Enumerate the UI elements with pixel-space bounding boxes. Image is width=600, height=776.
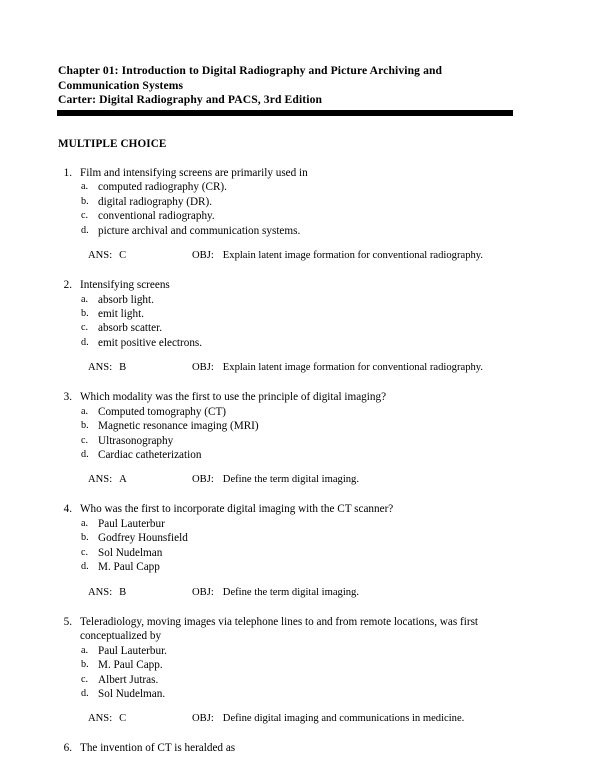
option-letter: b. — [81, 195, 89, 207]
answer-objective-row — [88, 586, 510, 600]
option-letter: b. — [81, 420, 89, 432]
question-block — [58, 390, 510, 487]
option-row[interactable] — [80, 448, 510, 462]
header-divider-rule — [57, 110, 513, 116]
option-row[interactable] — [80, 180, 510, 194]
options-list — [80, 644, 510, 702]
answer-objective-row — [88, 473, 510, 487]
question-number: 1. — [63, 166, 72, 179]
objective-text: Explain latent image formation for conventional radiography. — [222, 250, 484, 261]
question-stem: Who was the first to incorporate digital imaging with the CT scanner? — [80, 503, 394, 516]
option-row[interactable] — [80, 307, 510, 321]
option-letter: c. — [81, 210, 89, 222]
question-number: 3. — [63, 391, 72, 404]
question-stem-row — [58, 741, 510, 756]
answer-group — [88, 712, 192, 726]
answer-label: ANS: — [88, 586, 113, 598]
page-content — [58, 64, 510, 756]
option-letter: b. — [81, 532, 89, 544]
objective-group — [192, 712, 510, 726]
question-stem-row — [58, 390, 510, 405]
question-stem: The invention of CT is heralded as — [80, 742, 236, 755]
question-stem-row — [58, 278, 510, 293]
objective-text: Define the term digital imaging. — [222, 474, 360, 486]
option-letter: d. — [81, 224, 89, 236]
option-text: Computed tomography (CT) — [98, 405, 227, 418]
option-letter: c. — [81, 546, 89, 558]
header-line-3: Carter: Digital Radiography and PACS, 3rd Edition — [58, 93, 323, 107]
objective-label: OBJ: — [192, 586, 214, 598]
objective-label: OBJ: — [192, 474, 214, 486]
objective-group — [192, 473, 510, 487]
option-letter: d. — [81, 449, 89, 461]
option-letter: a. — [81, 405, 89, 417]
question-stem: Intensifying screens — [80, 279, 170, 291]
options-list — [80, 293, 510, 351]
option-letter: d. — [81, 688, 89, 700]
option-row[interactable] — [80, 405, 510, 419]
option-letter: b. — [81, 659, 89, 671]
option-row[interactable] — [80, 687, 510, 701]
option-row[interactable] — [80, 224, 510, 238]
option-text: Paul Lauterbur. — [98, 644, 167, 657]
answer-label: ANS: — [88, 362, 113, 374]
answer-objective-row — [88, 249, 510, 263]
option-text: Paul Lauterbur — [98, 518, 165, 531]
option-row[interactable] — [80, 434, 510, 448]
answer-value: A — [119, 474, 127, 486]
header-line-1: Chapter 01: Introduction to Digital Radiography and Picture Archiving and — [58, 64, 443, 77]
option-row[interactable] — [80, 531, 510, 545]
option-letter: a. — [81, 518, 89, 530]
option-text: emit positive electrons. — [98, 336, 203, 349]
option-text: picture archival and communication systems. — [98, 224, 301, 237]
option-text: Magnetic resonance imaging (MRI) — [98, 420, 259, 433]
option-row[interactable] — [80, 546, 510, 560]
option-text: Cardiac catheterization — [98, 449, 202, 462]
options-list — [80, 405, 510, 463]
option-text: absorb scatter. — [98, 322, 162, 335]
option-text: Ultrasonography — [98, 434, 174, 447]
option-text: absorb light. — [98, 293, 154, 306]
options-list — [80, 180, 510, 238]
option-letter: a. — [81, 644, 89, 656]
answer-group — [88, 473, 192, 487]
option-text: conventional radiography. — [98, 210, 215, 223]
option-row[interactable] — [80, 293, 510, 307]
option-text: M. Paul Capp. — [98, 659, 163, 672]
option-text: digital radiography (DR). — [98, 195, 213, 208]
question-number: 5. — [63, 615, 72, 628]
option-row[interactable] — [80, 644, 510, 658]
question-number: 2. — [63, 279, 72, 291]
option-letter: d. — [81, 561, 89, 573]
option-letter: c. — [81, 322, 89, 334]
answer-group — [88, 361, 192, 375]
question-number: 6. — [63, 742, 72, 755]
question-block — [58, 741, 510, 756]
objective-group — [192, 361, 510, 375]
option-letter: c. — [81, 673, 89, 685]
question-block — [58, 166, 510, 263]
answer-label: ANS: — [88, 250, 113, 261]
answer-group — [88, 586, 192, 600]
option-text: emit light. — [98, 308, 144, 320]
objective-label: OBJ: — [192, 250, 214, 261]
objective-label: OBJ: — [192, 362, 214, 374]
objective-text: Define digital imaging and communications in medicine. — [222, 713, 465, 725]
objective-label: OBJ: — [192, 713, 214, 725]
question-block — [58, 615, 510, 727]
option-text: M. Paul Capp — [98, 561, 160, 574]
answer-label: ANS: — [88, 474, 113, 486]
option-row[interactable] — [80, 419, 510, 433]
option-text: Sol Nudelman — [98, 546, 163, 559]
answer-value: C — [119, 250, 127, 261]
answer-objective-row — [88, 712, 510, 726]
option-row[interactable] — [80, 209, 510, 223]
option-letter: d. — [81, 336, 89, 348]
option-text: Albert Jutras. — [98, 673, 159, 686]
option-row[interactable] — [80, 517, 510, 531]
option-letter: c. — [81, 434, 89, 446]
options-list — [80, 517, 510, 575]
option-row[interactable] — [80, 195, 510, 209]
option-row[interactable] — [80, 336, 510, 350]
objective-text: Define the term digital imaging. — [222, 586, 360, 598]
question-stem: Teleradiology, moving images via telephone lines to and from remote locations, was first conceptualized by — [80, 615, 479, 643]
option-row[interactable] — [80, 321, 510, 335]
option-letter: b. — [81, 308, 89, 319]
question-stem: Which modality was the first to use the principle of digital imaging? — [80, 391, 387, 404]
answer-value: B — [119, 362, 127, 374]
objective-group — [192, 249, 510, 263]
objective-text: Explain latent image formation for conventional radiography. — [222, 362, 484, 374]
question-stem-row — [58, 502, 510, 517]
document-header — [58, 64, 510, 108]
objective-group — [192, 586, 510, 600]
option-letter: a. — [81, 293, 89, 305]
option-row[interactable] — [80, 560, 510, 574]
question-stem-row — [58, 166, 510, 181]
question-block — [58, 278, 510, 375]
option-row[interactable] — [80, 658, 510, 672]
option-text: Sol Nudelman. — [98, 688, 166, 701]
answer-value: B — [119, 586, 127, 598]
option-text: computed radiography (CR). — [98, 181, 227, 194]
option-text: Godfrey Hounsfield — [98, 532, 188, 545]
questions-list — [58, 166, 510, 756]
question-stem: Film and intensifying screens are primarily used in — [80, 166, 308, 179]
answer-objective-row — [88, 361, 510, 375]
question-number: 4. — [63, 503, 72, 516]
question-stem-row — [58, 615, 510, 644]
option-letter: a. — [81, 181, 89, 193]
header-line-2: Communication Systems — [58, 78, 184, 92]
answer-group — [88, 249, 192, 263]
section-heading-multiple-choice: MULTIPLE CHOICE — [58, 137, 167, 150]
option-row[interactable] — [80, 673, 510, 687]
question-block — [58, 502, 510, 599]
answer-value: C — [119, 713, 127, 725]
answer-label: ANS: — [88, 713, 113, 725]
